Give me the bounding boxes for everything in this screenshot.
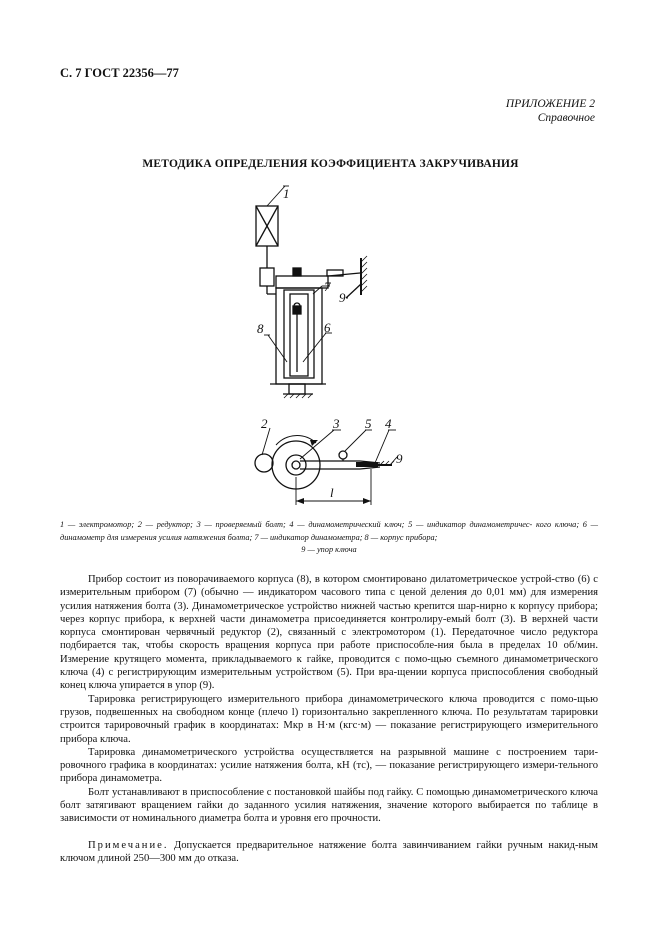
figure-label-6: 6 (324, 320, 331, 335)
figure-label-5: 5 (365, 416, 372, 431)
note-text: Допускается предварительное натяжение болта завинчиванием гайки ручным накид-ным ключом длиной 250—300 мм до отказа. (60, 839, 599, 864)
note-label: Примечание. (88, 839, 169, 851)
caption-line-3: 9 — упор ключа (301, 545, 357, 555)
figure-label-9-lower: 9 (396, 451, 403, 466)
bolt-head (293, 268, 301, 276)
appendix-label: ПРИЛОЖЕНИЕ 2 (505, 98, 595, 110)
caption-line-2: кого ключа; 6 — динамометр для измерения усилия натяжения болта; 7 — индикатор динамометра; 8 — корпус прибора; (60, 520, 599, 542)
figure-label-8: 8 (257, 321, 264, 336)
figure-label-2: 2 (261, 416, 268, 431)
reducer (260, 268, 274, 286)
paragraph-3: Тарировка динамометрического устройства осуществляется на разрывной машине с построением тари-ровочного графика в координатах: усилие натяжения болта, кН (тс), — показание регистрирующего измери-тельного прибора динамометра. (60, 746, 598, 785)
document-reference: С. 7 ГОСТ 22356—77 (60, 66, 179, 80)
reducer-worm (255, 454, 273, 472)
paragraph-1: Прибор состоит из поворачиваемого корпуса (8), в котором смонтировано дилатометрическое устрой-ство (6) с измерительным прибором (7) (обычно — индикатором часового типа с ценой деления до 0,01 мм) для измерения усилия натяжения болта (3). Динамометрическое устройство нижней частью крепится шар-нирно к корпусу прибора; через корпус прибора, к верхней части динамометра присоединяется контролиру-емый болт (3). В верхней части корпуса смонтирован червячный редуктор (2), связанный с электромотором (1). Передаточное число редуктора подбирается так, чтобы скорость вращения корпуса при работе приспособле-ния была в пределах 10 об/мин. Измерение крутящего момента, прикладываемого к гайке, проводится с помо-щью съемного динамометрического ключа (4) с регистрирующим измерительным устройством (5). При вра-щении корпуса приспособления свободный конец ключа упирается в упор (9). (60, 574, 598, 692)
electromotor (256, 206, 278, 246)
upper-plate (276, 276, 328, 288)
appendix-sublabel: Справочное (537, 112, 595, 124)
body-text (60, 573, 598, 865)
figure-label-3: 3 (333, 416, 340, 431)
caption-line-1: 1 — электромотор; 2 — редуктор; 3 — проверяемый болт; 4 — динамометрический ключ; 5 — индикатор динамометричес- (60, 520, 533, 529)
figure-label-4: 4 (385, 416, 392, 431)
dimension-label-l: l (330, 485, 334, 500)
figure-label-1: 1 (283, 186, 290, 201)
paragraph-4: Болт устанавливают в приспособление с постановкой шайбы под гайку. С помощью динамометрического ключа болт затягивают вращением гайки до заданного усилия натяжения, значение которого выбирается по таблице в зависимости от номинального диаметра болта и уровня его прочности. (60, 786, 598, 825)
paragraph-2: Тарировка регистрирующего измерительного прибора динамометрического ключа проводится с помо-щью грузов, подвешенных на свободном конце (плечо l) горизонтально закрепленного ключа. По результатам тарировки строится тарировочный график в координатах: Mкр в Н·м (кгс·м) — показание регистрирующего измерительного прибора ключа. (60, 693, 598, 745)
note-paragraph (60, 839, 598, 866)
page-title: МЕТОДИКА ОПРЕДЕЛЕНИЯ КОЭФФИЦИЕНТА ЗАКРУЧИВАНИЯ (142, 158, 519, 170)
figure-label-7: 7 (324, 279, 331, 294)
figure-caption (60, 519, 598, 557)
figure-label-9-upper: 9 (339, 290, 346, 305)
